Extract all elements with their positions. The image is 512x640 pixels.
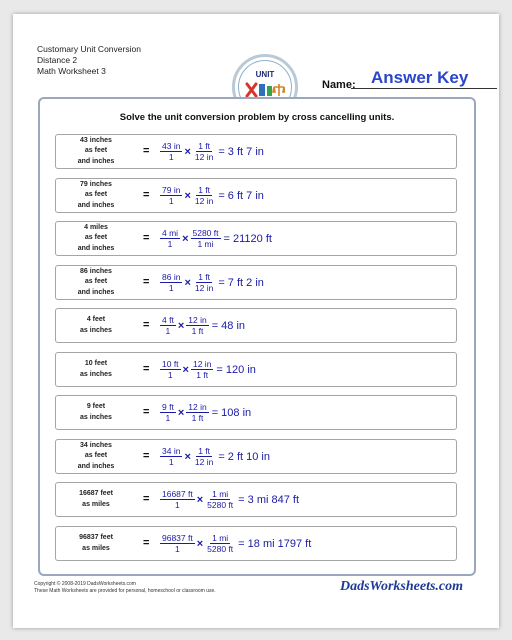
fraction-denominator: 12 in: [194, 283, 214, 293]
answer: = 3 mi 847 ft: [238, 493, 300, 506]
fraction-numerator: 1 ft: [198, 272, 210, 282]
fraction-given: [160, 533, 195, 554]
fraction-denominator: 12 in: [194, 152, 214, 162]
fraction-numerator: 12 in: [188, 315, 207, 325]
problem-row: [55, 265, 457, 300]
problem-row: [55, 308, 457, 343]
solution: [159, 222, 272, 255]
answer: = 2 ft 10 in: [218, 450, 270, 463]
question-line: 34 inches: [80, 441, 112, 449]
name-line: [351, 88, 497, 89]
fraction-denominator: 1 ft: [196, 370, 209, 380]
question-text: [56, 222, 136, 255]
solution: [159, 353, 256, 386]
copyright-footer: [34, 581, 216, 594]
fraction-numerator: 34 in: [162, 446, 181, 456]
multiply-sign: ×: [184, 189, 191, 202]
solution: [159, 266, 264, 299]
fraction-denominator: 1: [175, 544, 180, 554]
question-line: as inches: [80, 370, 112, 378]
question-line: 4 miles: [84, 223, 108, 231]
fraction-conversion: [205, 533, 235, 554]
equals-sign: =: [143, 406, 150, 418]
problem-row: [55, 352, 457, 387]
fraction-given: [160, 446, 182, 467]
question-line: 96837 feet: [79, 534, 113, 541]
fraction-numerator: 86 in: [162, 272, 181, 282]
fraction-numerator: 12 in: [192, 359, 212, 369]
copyright-text: Copyright © 2008-2019 DadsWorksheets.com: [34, 581, 136, 587]
instructions: Solve the unit conversion problem by cross cancelling units.: [119, 112, 395, 123]
question-text: [56, 135, 136, 168]
solution: [159, 527, 311, 560]
answer: = 48 in: [211, 319, 246, 332]
question-text: [56, 266, 136, 299]
problem-row: [55, 134, 457, 169]
fraction-conversion: [193, 185, 215, 206]
equals-sign: =: [143, 276, 150, 288]
logo-top-text: UNIT: [255, 70, 275, 79]
solution: [159, 440, 270, 473]
answer-value: 18 mi 1797 ft: [247, 537, 312, 550]
answer: = 3 ft 7 in: [218, 145, 264, 158]
answer: = 120 in: [216, 363, 256, 376]
question-line: 4 feet: [86, 316, 106, 323]
usage-note: These Math Worksheets are provided for personal, homeschool or classroom use.: [34, 587, 216, 594]
fraction-denominator: 1: [165, 413, 171, 423]
multiply-sign: ×: [177, 319, 185, 332]
question-line: 9 feet: [86, 403, 106, 410]
answer-value: 21120 ft: [232, 232, 272, 245]
question-line: and inches: [77, 288, 115, 296]
solution: [159, 483, 299, 516]
fraction-conversion: [191, 228, 221, 249]
question-line: and inches: [77, 462, 115, 470]
question-text: [56, 353, 136, 386]
fraction-given: [160, 228, 180, 249]
worksheet-subtitle: Distance 2: [37, 55, 78, 65]
equals-sign: =: [143, 363, 150, 375]
fraction-numerator: 16687 ft: [162, 489, 193, 499]
fraction-conversion: [205, 489, 235, 510]
fraction-denominator: 12 in: [194, 196, 214, 206]
fraction-denominator: 1: [167, 239, 173, 249]
equals-sign: =: [143, 450, 150, 462]
fraction-numerator: 1 mi: [212, 533, 229, 543]
brand-logo[interactable]: DadsWorksheets.com: [340, 579, 464, 594]
fraction-denominator: 1 ft: [191, 413, 204, 423]
question-text: [56, 440, 136, 473]
fraction-numerator: 9 ft: [162, 402, 174, 412]
answer: = 6 ft 7 in: [218, 189, 264, 202]
fraction-conversion: [191, 359, 213, 380]
problem-row: [55, 526, 457, 561]
fraction-denominator: 5280 ft: [207, 544, 234, 554]
fraction-numerator: 1 mi: [212, 489, 229, 499]
fraction-numerator: 4 ft: [162, 315, 174, 325]
worksheet-title: Customary Unit Conversion: [37, 44, 141, 54]
fraction-given: [160, 141, 182, 162]
question-line: 86 inches: [80, 267, 112, 275]
fraction-denominator: 1: [168, 283, 174, 293]
fraction-given: [160, 315, 176, 336]
question-line: as miles: [82, 500, 110, 508]
fraction-numerator: 96837 ft: [162, 533, 193, 543]
question-line: as feet: [84, 234, 108, 242]
multiply-sign: ×: [182, 363, 189, 376]
fraction-numerator: 1 ft: [198, 185, 210, 195]
problem-row: [55, 439, 457, 474]
fraction-numerator: 1 ft: [198, 446, 210, 456]
question-text: [56, 483, 136, 516]
answer-value: 7 ft 2 in: [227, 276, 264, 289]
fraction-numerator: 79 in: [162, 185, 181, 195]
fraction-given: [160, 185, 182, 206]
fraction-numerator: 12 in: [188, 402, 207, 412]
equals-sign: =: [143, 319, 150, 331]
fraction-conversion: [186, 315, 208, 336]
fraction-denominator: 1 ft: [191, 326, 204, 336]
solution: [159, 179, 264, 212]
answer-key-label: Answer Key: [371, 68, 469, 87]
question-line: 43 inches: [80, 136, 112, 144]
fraction-conversion: [193, 446, 215, 467]
answer-value: 3 mi 847 ft: [247, 493, 300, 506]
question-line: as inches: [80, 413, 112, 421]
question-line: 79 inches: [80, 180, 112, 188]
fraction-numerator: 4 mi: [162, 228, 179, 238]
question-line: 16687 feet: [79, 490, 113, 497]
multiply-sign: ×: [182, 232, 189, 245]
multiply-sign: ×: [184, 450, 191, 463]
problems-panel: [38, 97, 476, 576]
worksheet-number: Math Worksheet 3: [37, 66, 106, 76]
equals-sign: =: [143, 537, 150, 549]
solution: [159, 135, 264, 168]
multiply-sign: ×: [196, 537, 204, 550]
multiply-sign: ×: [177, 406, 185, 419]
answer: = 7 ft 2 in: [218, 276, 264, 289]
problem-row: [55, 178, 457, 213]
fraction-denominator: 5280 ft: [207, 500, 234, 510]
answer: = 18 mi 1797 ft: [238, 537, 312, 550]
multiply-sign: ×: [184, 145, 191, 158]
multiply-sign: ×: [196, 493, 204, 506]
fraction-denominator: 1: [168, 457, 174, 467]
question-line: as feet: [84, 452, 108, 460]
answer: = 21120 ft: [223, 232, 272, 245]
fraction-conversion: [186, 402, 208, 423]
answer-value: 6 ft 7 in: [227, 189, 264, 202]
question-line: and inches: [77, 201, 115, 209]
question-line: as inches: [80, 326, 112, 334]
multiply-sign: ×: [184, 276, 191, 289]
fraction-denominator: 1 mi: [197, 239, 214, 249]
fraction-denominator: 1: [167, 370, 173, 380]
fraction-denominator: 1: [168, 152, 174, 162]
question-text: [56, 179, 136, 212]
fraction-denominator: 12 in: [194, 457, 214, 467]
answer-value: 120 in: [225, 363, 256, 376]
equals-sign: =: [143, 145, 150, 157]
solution: [159, 396, 251, 429]
fraction-given: [160, 402, 176, 423]
fraction-numerator: 5280 ft: [192, 228, 219, 238]
answer-value: 48 in: [221, 319, 246, 332]
solution: [159, 309, 245, 342]
problem-row: [55, 482, 457, 517]
question-line: 10 feet: [84, 360, 108, 367]
answer: = 108 in: [211, 406, 252, 419]
fraction-numerator: 10 ft: [162, 359, 179, 369]
question-line: as feet: [84, 278, 108, 286]
fraction-numerator: 43 in: [162, 141, 181, 151]
answer-value: 2 ft 10 in: [227, 450, 270, 463]
name-label: Name:: [322, 79, 356, 91]
question-line: as feet: [84, 191, 108, 199]
fraction-given: [160, 272, 182, 293]
fraction-denominator: 1: [165, 326, 171, 336]
fraction-numerator: 1 ft: [198, 141, 210, 151]
fraction-denominator: 1: [175, 500, 180, 510]
question-text: [56, 309, 136, 342]
question-line: and inches: [77, 157, 115, 165]
question-line: and inches: [77, 244, 115, 252]
question-line: as miles: [82, 544, 110, 552]
equals-sign: =: [143, 189, 150, 201]
answer-value: 3 ft 7 in: [227, 145, 264, 158]
equals-sign: =: [143, 493, 150, 505]
answer-value: 108 in: [221, 406, 252, 419]
worksheet-header: [37, 44, 141, 77]
question-line: as feet: [84, 147, 108, 155]
fraction-conversion: [193, 272, 215, 293]
problem-row: [55, 395, 457, 430]
fraction-given: [160, 489, 195, 510]
fraction-given: [160, 359, 181, 380]
equals-sign: =: [143, 232, 150, 244]
fraction-denominator: 1: [168, 196, 174, 206]
question-text: [56, 396, 136, 429]
problem-row: [55, 221, 457, 256]
question-text: [56, 527, 136, 560]
fraction-conversion: [193, 141, 215, 162]
